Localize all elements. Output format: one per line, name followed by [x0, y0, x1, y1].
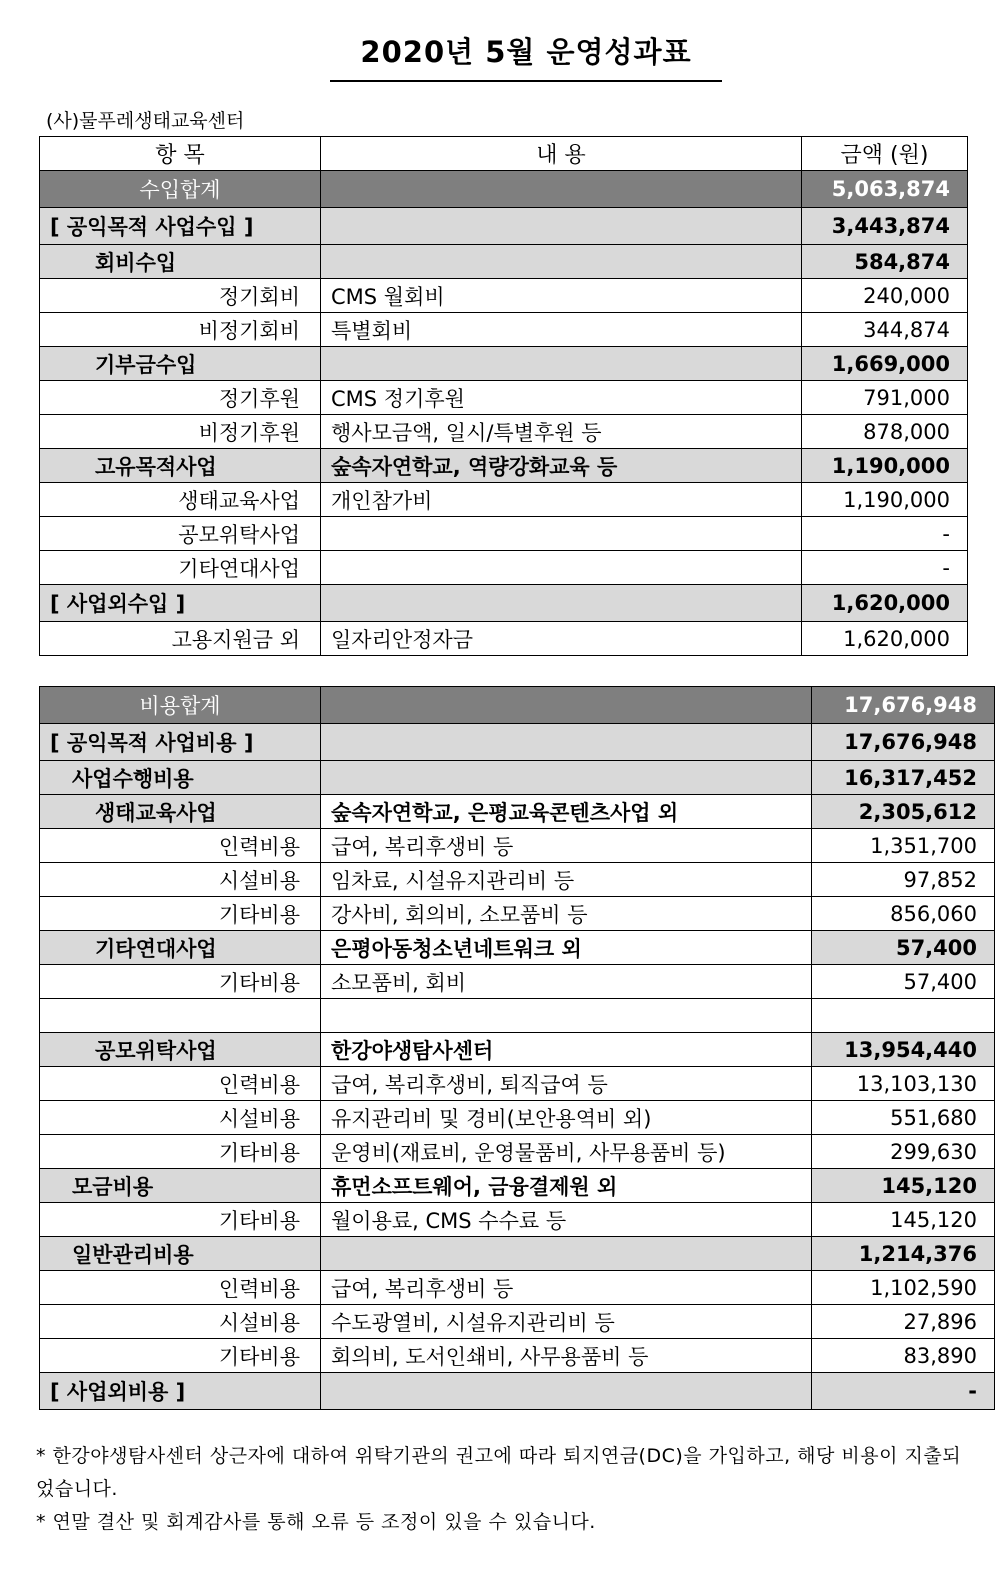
table-row: [40, 1101, 995, 1135]
row-label: 기부금수입: [40, 347, 321, 381]
row-desc: 강사비, 회의비, 소모품비 등: [321, 897, 812, 931]
row-label: 기타비용: [40, 965, 321, 999]
table-row: [40, 1135, 995, 1169]
row-amount: 83,890: [812, 1339, 995, 1373]
row-label: 기타비용: [40, 897, 321, 931]
row-desc: CMS 정기후원: [321, 381, 802, 415]
row-label: 비용합계: [40, 687, 321, 724]
row-amount: 27,896: [812, 1305, 995, 1339]
row-desc: 소모품비, 회비: [321, 965, 812, 999]
footnote: * 한강야생탐사센터 상근자에 대하여 위탁기관의 권고에 따라 퇴지연금(DC)을 가입하고, 해당 비용이 지출되었습니다.: [36, 1445, 962, 1500]
row-amount: 299,630: [812, 1135, 995, 1169]
row-amount: 1,214,376: [812, 1237, 995, 1271]
row-label: 고유목적사업: [40, 449, 321, 483]
row-amount: 5,063,874: [802, 171, 968, 208]
row-label: 비정기후원: [40, 415, 321, 449]
header-item: 항 목: [40, 137, 321, 171]
row-label: 공모위탁사업: [40, 1033, 321, 1067]
row-label: 인력비용: [40, 1271, 321, 1305]
table-row: [40, 313, 968, 347]
table-row: [40, 1067, 995, 1101]
income-section-row: [40, 208, 968, 245]
row-desc: 급여, 복리후생비, 퇴직급여 등: [321, 1067, 812, 1101]
income-table: [39, 136, 968, 656]
row-desc: 한강야생탐사센터: [321, 1033, 812, 1067]
header-amount: 금액 (원): [802, 137, 968, 171]
row-desc: 휴먼소프트웨어, 금융결제원 외: [321, 1169, 812, 1203]
table-row: [40, 551, 968, 585]
income-total-row: [40, 171, 968, 208]
row-label: 일반관리비용: [40, 1237, 321, 1271]
row-label: 정기회비: [40, 279, 321, 313]
row-amount: 1,102,590: [812, 1271, 995, 1305]
row-label: 모금비용: [40, 1169, 321, 1203]
table-row: [40, 517, 968, 551]
row-label: 공모위탁사업: [40, 517, 321, 551]
row-amount: 3,443,874: [802, 208, 968, 245]
expense-section-row: [40, 1373, 995, 1410]
row-amount: -: [802, 551, 968, 585]
row-desc: 숲속자연학교, 은평교육콘텐츠사업 외: [321, 795, 812, 829]
table-row: [40, 795, 995, 829]
row-amount: 344,874: [802, 313, 968, 347]
table-row: [40, 1339, 995, 1373]
row-label: 수입합계: [40, 171, 321, 208]
row-amount: -: [812, 1373, 995, 1410]
income-section-row: [40, 585, 968, 622]
row-amount: 551,680: [812, 1101, 995, 1135]
row-amount: 791,000: [802, 381, 968, 415]
table-row: [40, 1203, 995, 1237]
table-row: [40, 897, 995, 931]
row-desc: 행사모금액, 일시/특별후원 등: [321, 415, 802, 449]
row-desc: 회의비, 도서인쇄비, 사무용품비 등: [321, 1339, 812, 1373]
table-row: [40, 931, 995, 965]
row-desc: [321, 551, 802, 585]
row-amount: 1,620,000: [802, 585, 968, 622]
row-desc: 임차료, 시설유지관리비 등: [321, 863, 812, 897]
table-row: [40, 965, 995, 999]
table-row: [40, 245, 968, 279]
row-amount: 1,190,000: [802, 483, 968, 517]
row-label: [ 사업외비용 ]: [40, 1373, 321, 1410]
row-label: 고용지원금 외: [40, 622, 321, 656]
table-row: [40, 483, 968, 517]
row-label: 시설비용: [40, 1101, 321, 1135]
table-row: [40, 1305, 995, 1339]
row-desc: 월이용료, CMS 수수료 등: [321, 1203, 812, 1237]
table-row: [40, 1271, 995, 1305]
row-amount: 13,954,440: [812, 1033, 995, 1067]
expense-total-row: [40, 687, 995, 724]
table-row: [40, 279, 968, 313]
row-desc: 급여, 복리후생비 등: [321, 1271, 812, 1305]
row-desc: 급여, 복리후생비 등: [321, 829, 812, 863]
row-amount: 1,351,700: [812, 829, 995, 863]
row-amount: 2,305,612: [812, 795, 995, 829]
footnotes: [36, 1440, 966, 1539]
table-row: [40, 1237, 995, 1271]
expense-section-row: [40, 724, 995, 761]
row-amount: 97,852: [812, 863, 995, 897]
page-title: 2020년 5월 운영성과표: [330, 30, 722, 82]
header-content: 내 용: [321, 137, 802, 171]
row-amount: 145,120: [812, 1169, 995, 1203]
row-label: 기타비용: [40, 1135, 321, 1169]
row-label: 정기후원: [40, 381, 321, 415]
row-desc: 일자리안정자금: [321, 622, 802, 656]
row-desc: 은평아동청소년네트워크 외: [321, 931, 812, 965]
table-row: [40, 415, 968, 449]
row-amount: 57,400: [812, 965, 995, 999]
row-amount: 584,874: [802, 245, 968, 279]
row-amount: 878,000: [802, 415, 968, 449]
table-row: [40, 829, 995, 863]
expense-table: [39, 686, 995, 1410]
row-label: 생태교육사업: [40, 483, 321, 517]
table-row: [40, 347, 968, 381]
table-row: [40, 1033, 995, 1067]
row-desc: CMS 월회비: [321, 279, 802, 313]
row-label: 기타비용: [40, 1339, 321, 1373]
row-label: 시설비용: [40, 1305, 321, 1339]
row-desc: 유지관리비 및 경비(보안용역비 외): [321, 1101, 812, 1135]
row-label: 생태교육사업: [40, 795, 321, 829]
row-label: [ 사업외수입 ]: [40, 585, 321, 622]
row-amount: 13,103,130: [812, 1067, 995, 1101]
row-label: 기타비용: [40, 1203, 321, 1237]
row-amount: 1,620,000: [802, 622, 968, 656]
table-row: [40, 381, 968, 415]
row-label: 사업수행비용: [40, 761, 321, 795]
row-desc: 개인참가비: [321, 483, 802, 517]
organization-name: (사)물푸레생태교육센터: [46, 110, 245, 132]
row-amount: 1,669,000: [802, 347, 968, 381]
row-label: 회비수입: [40, 245, 321, 279]
row-desc: 수도광열비, 시설유지관리비 등: [321, 1305, 812, 1339]
table-row: [40, 863, 995, 897]
row-amount: -: [802, 517, 968, 551]
row-desc: 특별회비: [321, 313, 802, 347]
row-label: 인력비용: [40, 829, 321, 863]
row-amount: 145,120: [812, 1203, 995, 1237]
row-label: 인력비용: [40, 1067, 321, 1101]
row-label: 기타연대사업: [40, 931, 321, 965]
row-amount: 240,000: [802, 279, 968, 313]
row-amount: 1,190,000: [802, 449, 968, 483]
row-label: [ 공익목적 사업수입 ]: [40, 208, 321, 245]
row-desc: 숲속자연학교, 역량강화교육 등: [321, 449, 802, 483]
row-label: [ 공익목적 사업비용 ]: [40, 724, 321, 761]
footnote: * 연말 결산 및 회계감사를 통해 오류 등 조정이 있을 수 있습니다.: [36, 1511, 596, 1533]
table-row: [40, 761, 995, 795]
row-amount: 17,676,948: [812, 724, 995, 761]
row-desc: [321, 517, 802, 551]
row-label: 기타연대사업: [40, 551, 321, 585]
empty-row: [40, 999, 995, 1033]
row-label: 비정기회비: [40, 313, 321, 347]
row-amount: 57,400: [812, 931, 995, 965]
table-header-row: [40, 137, 968, 171]
row-amount: 16,317,452: [812, 761, 995, 795]
table-row: [40, 449, 968, 483]
row-desc: 운영비(재료비, 운영물품비, 사무용품비 등): [321, 1135, 812, 1169]
table-row: [40, 622, 968, 656]
row-label: 시설비용: [40, 863, 321, 897]
table-row: [40, 1169, 995, 1203]
row-amount: 856,060: [812, 897, 995, 931]
row-amount: 17,676,948: [812, 687, 995, 724]
